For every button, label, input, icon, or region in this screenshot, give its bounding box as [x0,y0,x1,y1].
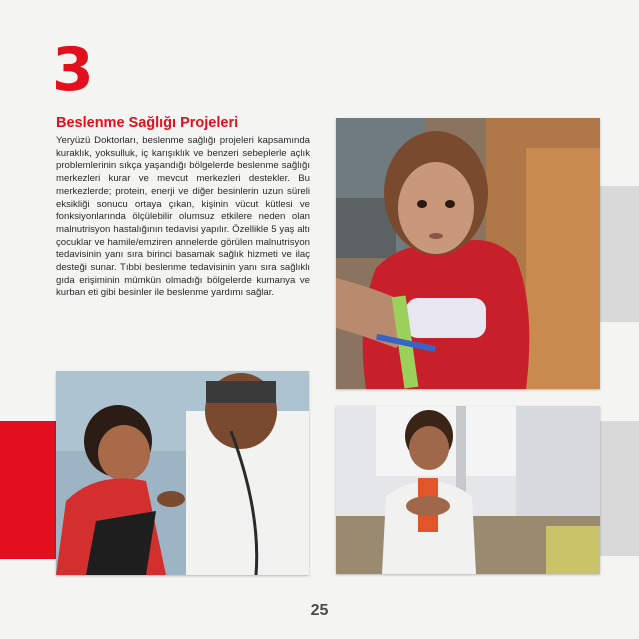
gray-accent-block-bottom [600,421,639,556]
photo-child-muac-band [336,118,600,389]
gray-accent-block-top [600,186,639,322]
section-title: Beslenme Sağlığı Projeleri [56,115,239,131]
section-number: 3 [52,35,94,105]
page-number: 25 [310,602,329,619]
red-accent-block [0,421,58,559]
photo-doctor-examination [56,371,309,575]
section-body-text: Yeryüzü Doktorları, beslenme sağlığı projeleri kapsamında kuraklık, yoksulluk, iç karışıklık ve benzeri sebeplerle açlık problemlerinin sıkça yaşandığı bölgelerde beslenme sağlığı merkezleri kurar ve mevcut merkezleri destekler. Bu merkezlerde; protein, enerji ve diğer besinlerin uzun süreli eksikliği sonucu ortaya çıkan, kişinin vücut kütlesi ve fonksiyonlarında ölçülebilir olumsuz etkilere neden olan malnutrisyon hastalığının tedavisi yapılır. Özellikle 5 yaş altı çocuklar ve hamile/emziren annelerde görülen malnutrisyon tedavisinin yanı sıra birinci basamak sağlık hizmeti ve ilaç desteği sunar. Tıbbi beslenme tedavisinin yanı sıra sağlıklı gıda erişiminin mümkün olmadığı bölgelerde kumanya ve kurban eti gibi besinler ile beslenme yardımı sağlar. [56,135,310,299]
photo-child-food-packet [336,406,600,574]
